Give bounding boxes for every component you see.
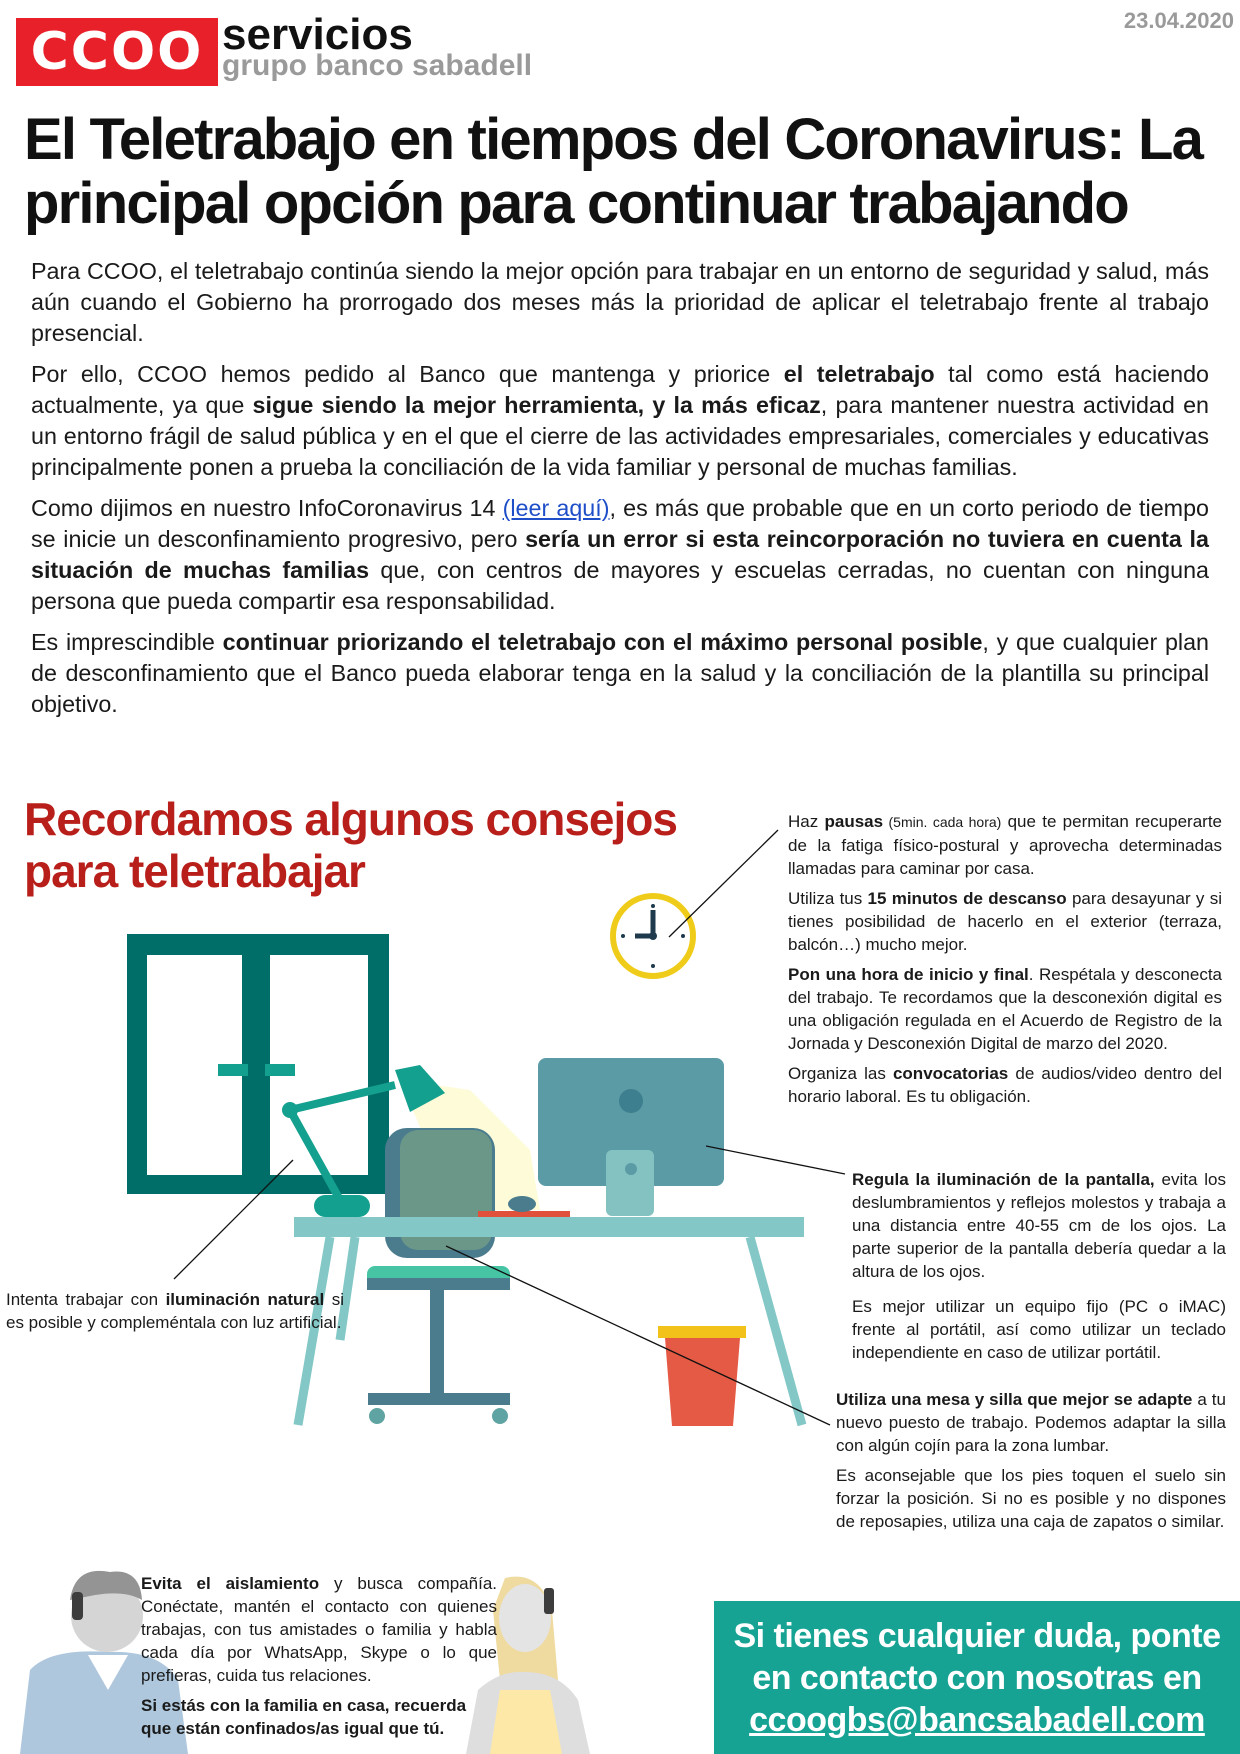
tips-screen [852, 1168, 1226, 1371]
tip-mesa: Utiliza una mesa y silla que mejor se adapte a tu nuevo puesto de trabajo. Podemos adaptar la silla con algún cojín para la zona lumbar. [836, 1390, 1226, 1455]
callout-line-monitor [706, 1146, 845, 1174]
office-chair-icon [367, 1128, 510, 1424]
paragraph-3: Como dijimos en nuestro InfoCoronavirus 14 (leer aquí), es más que probable que en un corto periodo de tiempo se inicie un desconfinamiento progresivo, pero sería un error si esta reincorporación no tuviera en cuenta la situación de muchas familias que, con centros de mayores y escuelas cerradas, no cuentan con ninguna persona que pueda compartir esa responsabilidad. [31, 495, 1209, 614]
contact-banner [714, 1601, 1240, 1754]
contact-line-2: en contacto con nosotras en [752, 1659, 1202, 1697]
tips-heading: Recordamos algunos consejos para teletrabajar [24, 793, 677, 897]
tip-aislamiento: Evita el aislamiento y busca compañía. Conéctate, mantén el contacto con quienes trabajas, con tus amistades o familia y habla cada día por WhatsApp, Skype o lo que prefieras, cuida tus relaciones. [141, 1574, 497, 1685]
tip-pausas: Haz pausas (5min. cada hora) que te permitan recuperarte de la fatiga físico-postural y aprovecha determinadas llamadas para caminar por casa. [788, 812, 1222, 878]
tips-isolation [141, 1572, 497, 1747]
clock-icon [613, 896, 693, 976]
tip-familia: Si estás con la familia en casa, recuerda que están confinados/as igual que tú. [141, 1696, 467, 1738]
tips-rest [788, 810, 1222, 1115]
tips-furniture [836, 1388, 1226, 1540]
tip-pantalla: Regula la iluminación de la pantalla, evita los deslumbramientos y reflejos molestos y trabaja a una distancia entre 40-55 cm de los ojos. La parte superior de la pantalla debería quedar a la altura de los ojos. [852, 1170, 1226, 1281]
tip-convocatorias: Organiza las convocatorias de audios/video dentro del horario laboral. Es tu obligación. [788, 1064, 1222, 1106]
brand-grupo: grupo banco sabadell [222, 49, 533, 82]
contact-email-link[interactable]: ccoogbs@bancsabadell.com [749, 1701, 1205, 1739]
monitor-icon [538, 1058, 724, 1216]
logo-text: CCOO [30, 22, 204, 82]
window-icon [127, 934, 389, 1194]
callout-line-clock [669, 830, 778, 937]
intro-text [31, 256, 1209, 730]
contact-line-1: Si tienes cualquier duda, ponte [733, 1617, 1221, 1655]
page-title: El Teletrabajo en tiempos del Coronavirus: La principal opción para continuar trabajando [24, 107, 1203, 236]
read-here-link[interactable]: (leer aquí) [502, 495, 610, 521]
brand-servicios: servicios [222, 10, 413, 59]
document-date: 23.04.2020 [1123, 8, 1234, 33]
trash-bin-icon [658, 1326, 746, 1426]
tip-pies: Es aconsejable que los pies toquen el suelo sin forzar la posición. Si no es posible y no dispones de reposapies, utiliza una caja de zapatos o similar. [836, 1466, 1226, 1531]
tip-horario: Pon una hora de inicio y final. Respétala y desconecta del trabajo. Te recordamos que la desconexión digital es una obligación regulada en el Acuerdo de Registro de la Jornada y Desconexión Digital de marzo del 2020. [788, 965, 1222, 1053]
paragraph-2: Por ello, CCOO hemos pedido al Banco que mantenga y priorice el teletrabajo tal como está haciendo actualmente, ya que sigue siendo la mejor herramienta, y la más eficaz, para mantener nuestra actividad en un entorno frágil de salud pública y en el que el cierre de las actividades empresariales, comerciales y educativas principalmente ponen a prueba la conciliación de la vida familiar y personal de muchas familias. [31, 361, 1210, 480]
tip-iluminacion: Intenta trabajar con iluminación natural si es posible y compleméntala con luz artificial. [6, 1290, 344, 1332]
mouse-icon [508, 1196, 536, 1212]
tip-equipo: Es mejor utilizar un equipo fijo (PC o iMAC) frente al portátil, así como utilizar un teclado independiente en caso de utilizar portátil. [852, 1297, 1226, 1362]
paragraph-4: Es imprescindible continuar priorizando el teletrabajo con el máximo personal posible, y que cualquier plan de desconfinamiento que el Banco pueda elaborar tenga en la salud y la conciliación de la plantilla su principal objetivo. [31, 629, 1209, 717]
tip-descanso: Utiliza tus 15 minutos de descanso para desayunar y si tienes posibilidad de hacerlo en el exterior (terraza, balcón…) mucho mejor. [788, 889, 1222, 954]
ccoo-logo [16, 18, 218, 86]
paragraph-1: Para CCOO, el teletrabajo continúa siendo la mejor opción para trabajar en un entorno de seguridad y salud, más aún cuando el Gobierno ha prorrogado dos meses más la prioridad de aplicar el teletrabajo frente al trabajo presencial. [31, 258, 1209, 346]
